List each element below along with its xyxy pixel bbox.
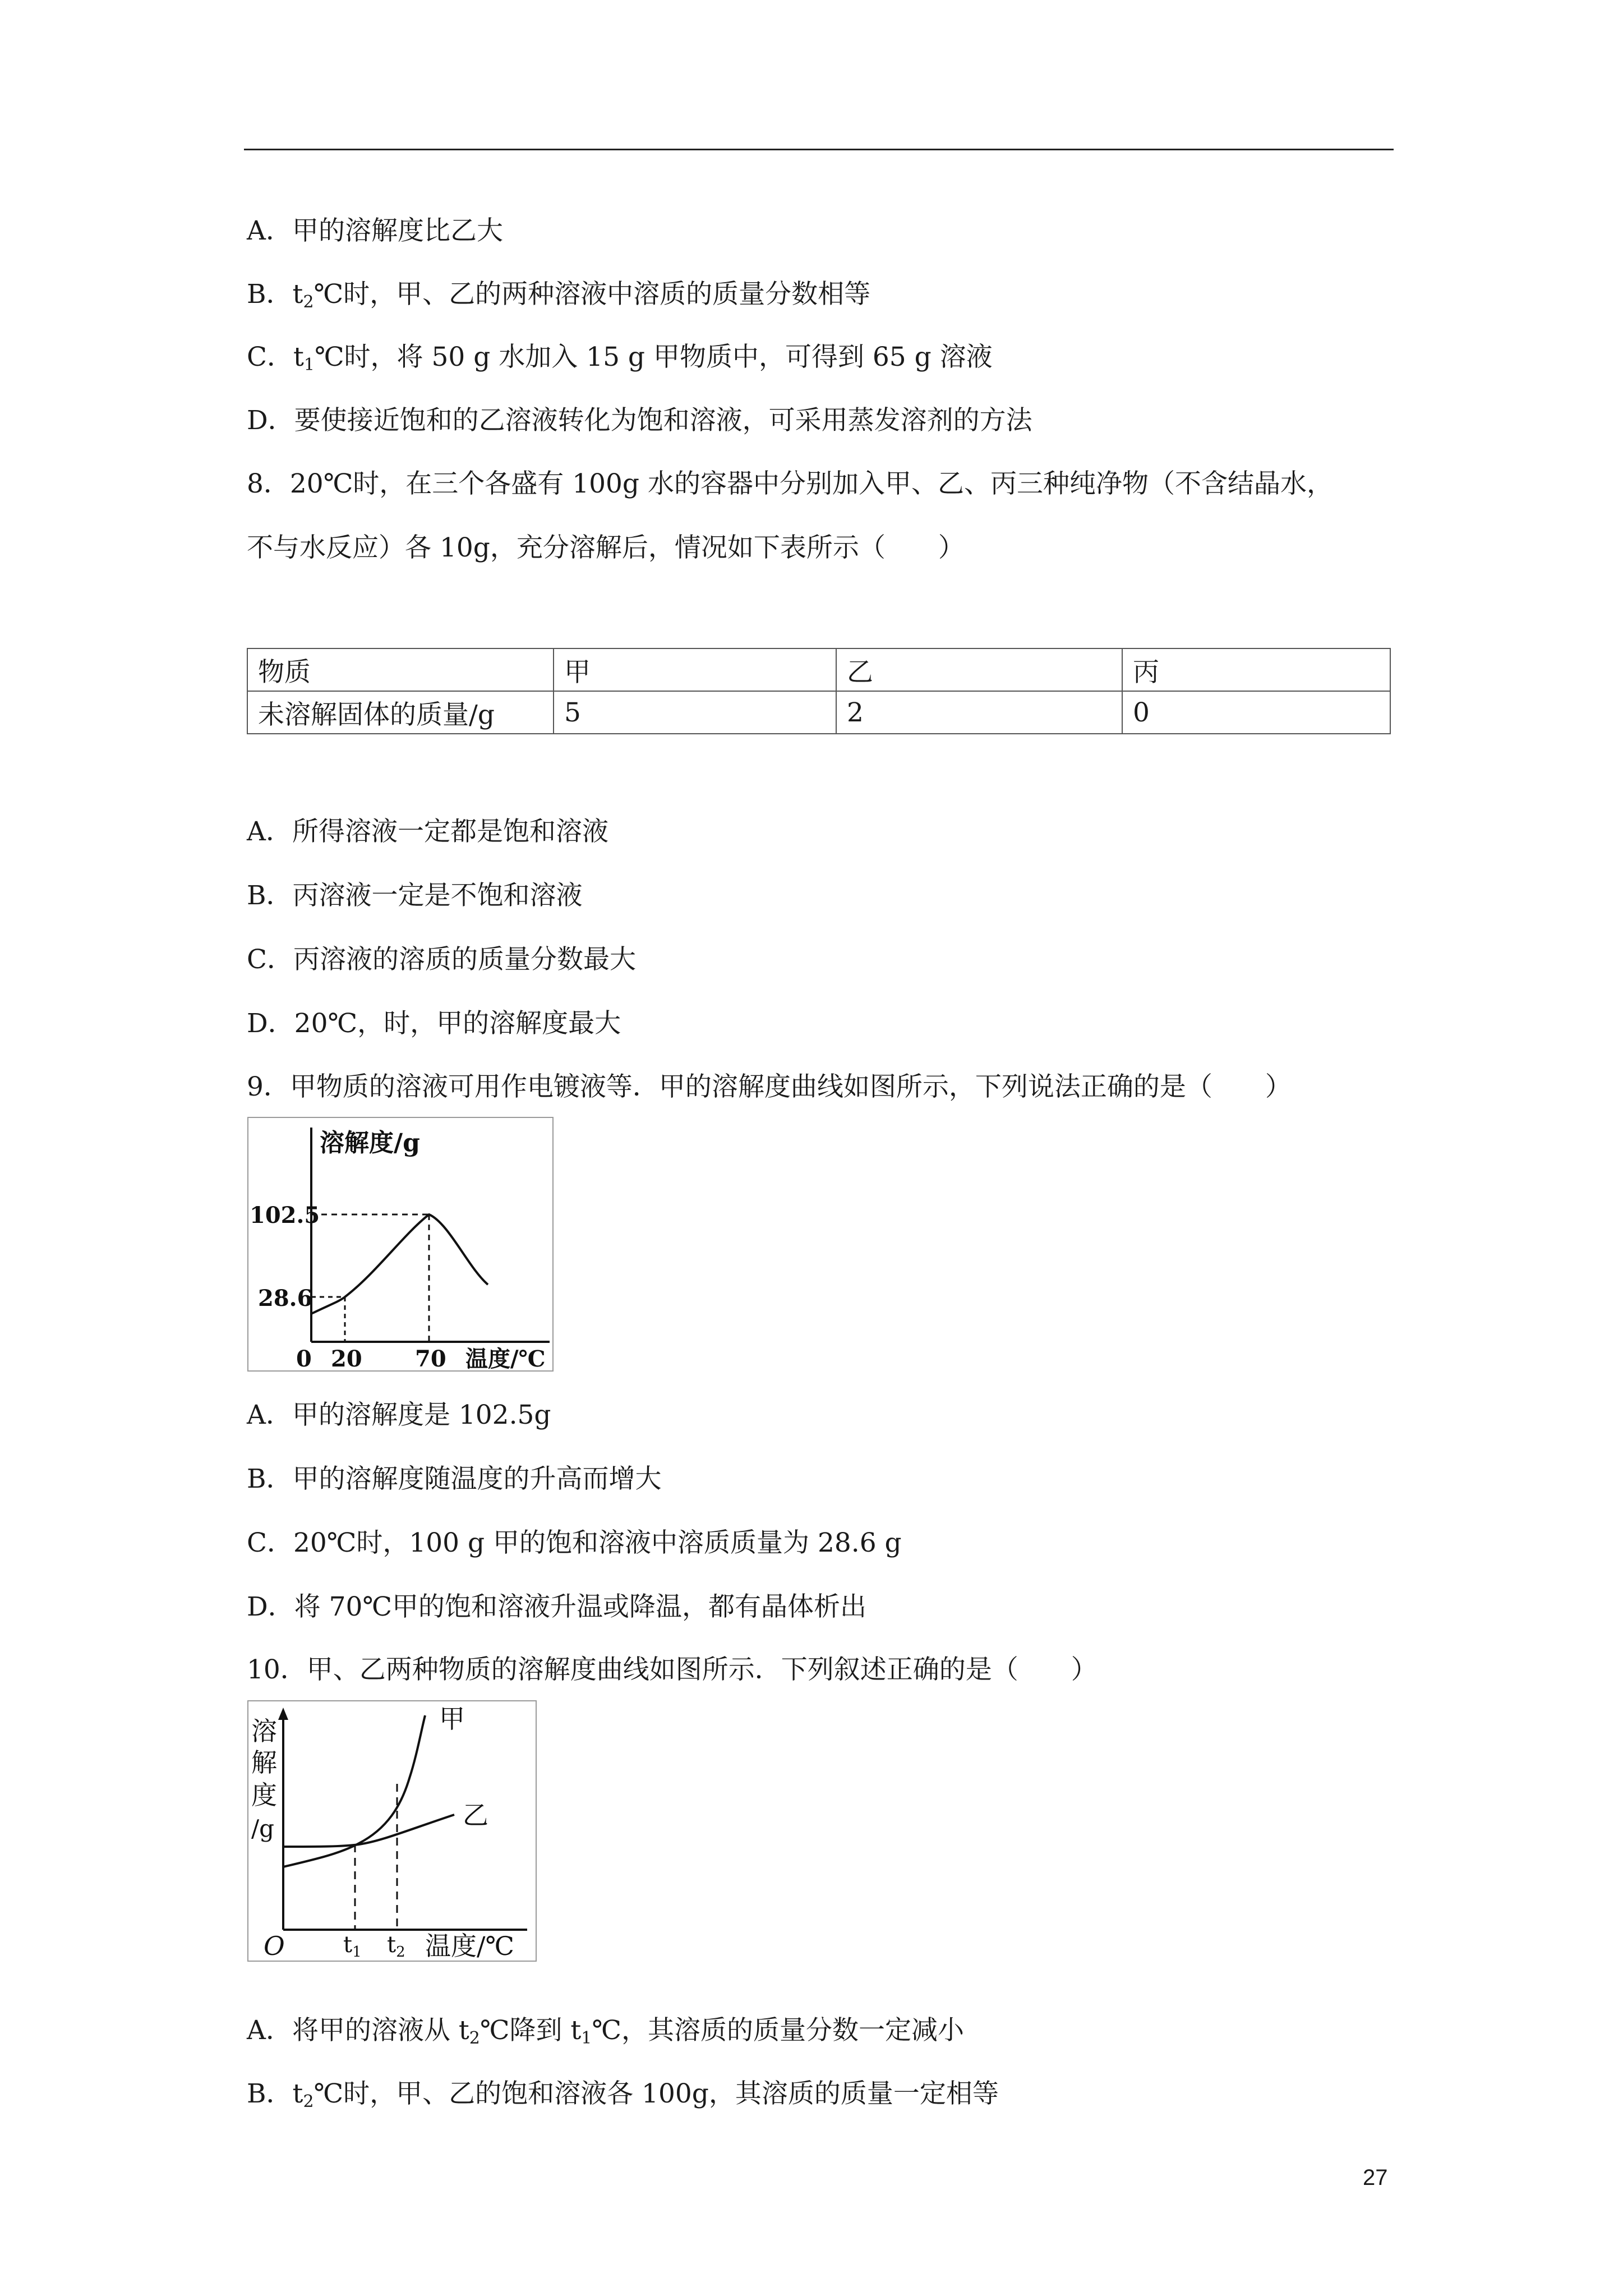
q10-stem: 10．甲、乙两种物质的溶解度曲线如图所示．下列叙述正确的是（ ）: [247, 1654, 1098, 1685]
table-row: [247, 691, 1390, 734]
q8-option-b: B．丙溶液一定是不饱和溶液: [247, 880, 583, 911]
y-axis-label-char: /g: [251, 1815, 275, 1842]
q9-option-c: C．20℃时，100 g 甲的饱和溶液中溶质质量为 28.6 g: [247, 1527, 902, 1558]
y-axis-label-char: 溶: [251, 1716, 277, 1746]
y-tick-label: 102.5: [250, 1202, 320, 1228]
y-axis-arrow-icon: [278, 1708, 288, 1720]
q7-option-a: A．甲的溶解度比乙大: [247, 215, 503, 246]
x-tick-label: 70: [415, 1346, 446, 1372]
q10-option-a: A．将甲的溶液从 $t_2℃$降到 $t_1℃$，其溶质的质量分数一定减小: [247, 2015, 964, 2048]
q9-option-a: A．甲的溶解度是 102.5g: [247, 1400, 551, 1430]
q8-solubility-table: [247, 648, 1391, 734]
table-cell: 0: [1122, 691, 1390, 734]
page-number: 27: [1363, 2165, 1388, 2190]
q7-option-d: D．要使接近饱和的乙溶液转化为饱和溶液，可采用蒸发溶剂的方法: [247, 405, 1032, 436]
curve-yi: [283, 1815, 454, 1847]
x-tick-label-t2: $t_2$: [387, 1932, 405, 1961]
table-cell: 未溶解固体的质量/g: [247, 691, 554, 734]
q8-stem-line2: 不与水反应）各 10g，充分溶解后，情况如下表所示（ ）: [247, 532, 965, 563]
q9-solubility-figure: [247, 1116, 555, 1374]
x-axis-label: 温度/℃: [465, 1346, 546, 1372]
y-tick-label: 28.6: [258, 1285, 313, 1312]
table-header-row: [247, 648, 1390, 691]
q9-stem: 9．甲物质的溶液可用作电镀液等．甲的溶解度曲线如图所示，下列说法正确的是（ ）: [247, 1071, 1292, 1102]
solubility-curve: [311, 1214, 488, 1314]
table-header-cell: 物质: [247, 648, 554, 691]
x-axis-label: 温度/℃: [425, 1931, 514, 1961]
q9-option-b: B．甲的溶解度随温度的升高而增大: [247, 1464, 662, 1494]
q9-option-d: D．将 70℃甲的饱和溶液升温或降温，都有晶体析出: [247, 1591, 867, 1622]
header-rule: [244, 149, 1394, 150]
table-cell: 5: [554, 691, 836, 734]
table-header-cell: 丙: [1122, 648, 1390, 691]
q10-option-b: B．$t_2℃$时，甲、乙的饱和溶液各 100g，其溶质的质量一定相等: [247, 2078, 999, 2111]
origin-label: 0: [296, 1346, 312, 1372]
curve-label-jia: 甲: [439, 1704, 465, 1734]
origin-label: O: [264, 1931, 285, 1961]
q8-option-a: A．所得溶液一定都是饱和溶液: [247, 816, 608, 847]
x-tick-label: 20: [331, 1346, 362, 1372]
y-axis-label-char: 解: [251, 1747, 277, 1778]
q7-option-b: B．$t_2℃$时，甲、乙的两种溶液中溶质的质量分数相等: [247, 279, 871, 312]
y-axis-label: 溶解度/g: [320, 1129, 420, 1157]
q10-solubility-figure: [247, 1700, 538, 1963]
q8-option-d: D．20℃，时，甲的溶解度最大: [247, 1008, 621, 1039]
table-cell: 2: [836, 691, 1122, 734]
x-tick-label-t1: $t_1$: [343, 1932, 362, 1961]
q8-stem-line1: 8．20℃时，在三个各盛有 100g 水的容器中分别加入甲、乙、丙三种纯净物（不含结晶水，: [247, 468, 1333, 499]
figure-frame: [248, 1701, 536, 1961]
table-header-cell: 甲: [554, 648, 836, 691]
curve-label-yi: 乙: [463, 1800, 488, 1830]
q8-option-c: C．丙溶液的溶质的质量分数最大: [247, 944, 636, 975]
q7-option-c: C．$t_1℃$时，将 50 g 水加入 15 g 甲物质中，可得到 65 g 溶液: [247, 342, 993, 375]
table-header-cell: 乙: [836, 648, 1122, 691]
y-axis-label-char: 度: [251, 1780, 277, 1810]
